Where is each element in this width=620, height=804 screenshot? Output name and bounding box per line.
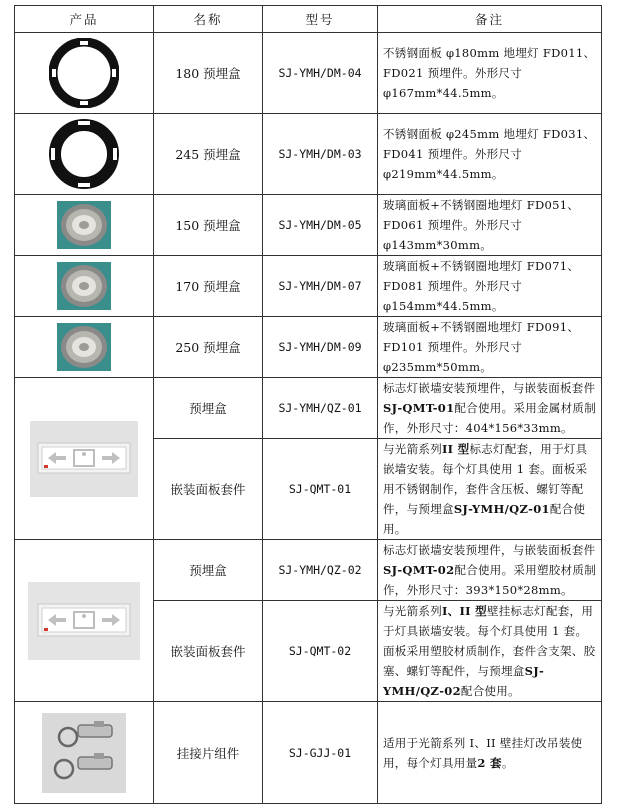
product-name: 170 预埋盒: [154, 256, 263, 317]
table-header-row: [15, 6, 602, 33]
product-image-cell: [15, 114, 154, 195]
inground-light-image: [57, 323, 111, 371]
header-note: 备注: [378, 6, 602, 33]
black-ring-image: [49, 38, 119, 108]
product-note: 玻璃面板+不锈钢圈地埋灯 FD071、FD081 预埋件。外形尺寸 φ154mm*44.5mm。: [378, 256, 602, 317]
inground-light-image: [57, 262, 111, 310]
product-model: SJ-GJJ-01: [263, 702, 378, 804]
product-name: 预埋盒: [154, 540, 263, 601]
product-note: 标志灯嵌墙安装预埋件，与嵌装面板套件SJ-QMT-01配合使用。采用金属材质制作，外形尺寸：404*156*33mm。: [378, 378, 602, 439]
product-model: SJ-QMT-01: [263, 439, 378, 540]
product-model: SJ-YMH/DM-04: [263, 33, 378, 114]
product-note: 不锈钢面板 φ180mm 地埋灯 FD011、FD021 预埋件。外形尺寸 φ167mm*44.5mm。: [378, 33, 602, 114]
product-name: 250 预埋盒: [154, 317, 263, 378]
product-image-cell: [15, 702, 154, 804]
header-name: 名称: [154, 6, 263, 33]
product-image-cell: [15, 256, 154, 317]
header-model: 型号: [263, 6, 378, 33]
exit-sign-image: [30, 421, 138, 497]
inground-light-image: [57, 201, 111, 249]
product-image-cell: [15, 195, 154, 256]
product-model: SJ-QMT-02: [263, 601, 378, 702]
header-product: 产品: [15, 6, 154, 33]
product-name: 嵌装面板套件: [154, 439, 263, 540]
table-row: [15, 540, 602, 601]
product-model: SJ-YMH/QZ-02: [263, 540, 378, 601]
product-note: 玻璃面板+不锈钢圈地埋灯 FD091、FD101 预埋件。外形尺寸 φ235mm*50mm。: [378, 317, 602, 378]
table-row: [15, 378, 602, 439]
product-name: 挂接片组件: [154, 702, 263, 804]
table-row: [15, 317, 602, 378]
table-row: [15, 256, 602, 317]
product-model: SJ-YMH/DM-05: [263, 195, 378, 256]
product-model: SJ-YMH/DM-09: [263, 317, 378, 378]
product-image-cell: [15, 540, 154, 702]
product-name: 嵌装面板套件: [154, 601, 263, 702]
product-model: SJ-YMH/DM-03: [263, 114, 378, 195]
product-note: 不锈钢面板 φ245mm 地埋灯 FD031、FD041 预埋件。外形尺寸 φ219mm*44.5mm。: [378, 114, 602, 195]
hanging-clip-image: [42, 713, 126, 793]
product-image-cell: [15, 378, 154, 540]
product-image-cell: [15, 317, 154, 378]
table-row: [15, 33, 602, 114]
table-row: [15, 702, 602, 804]
product-note: 标志灯嵌墙安装预埋件，与嵌装面板套件SJ-QMT-02配合使用。采用塑胶材质制作，外形尺寸：393*150*28mm。: [378, 540, 602, 601]
table-row: [15, 114, 602, 195]
product-note: 与光箭系列I、II 型壁挂标志灯配套，用于灯具嵌墙安装。每个灯具使用 1 套。面板采用塑胶材质制作，套件含支架、胶塞、螺钉等配件，与预埋盒SJ-YMH/QZ-02配合使用。: [378, 601, 602, 702]
product-image-cell: [15, 33, 154, 114]
accessory-table: [14, 5, 602, 804]
exit-sign-image: [28, 582, 140, 660]
product-name: 预埋盒: [154, 378, 263, 439]
product-name: 150 预埋盒: [154, 195, 263, 256]
product-model: SJ-YMH/QZ-01: [263, 378, 378, 439]
product-name: 180 预埋盒: [154, 33, 263, 114]
table-row: [15, 195, 602, 256]
product-note: 玻璃面板+不锈钢圈地埋灯 FD051、FD061 预埋件。外形尺寸 φ143mm*30mm。: [378, 195, 602, 256]
black-ring-image: [49, 119, 119, 189]
product-note: 与光箭系列II 型标志灯配套，用于灯具嵌墙安装。每个灯具使用 1 套。面板采用不锈钢制作，套件含压板、螺钉等配件，与预埋盒SJ-YMH/QZ-01配合使用。: [378, 439, 602, 540]
product-model: SJ-YMH/DM-07: [263, 256, 378, 317]
product-note: 适用于光箭系列 I、II 壁挂灯改吊装使用，每个灯具用量2 套。: [378, 702, 602, 804]
product-name: 245 预埋盒: [154, 114, 263, 195]
